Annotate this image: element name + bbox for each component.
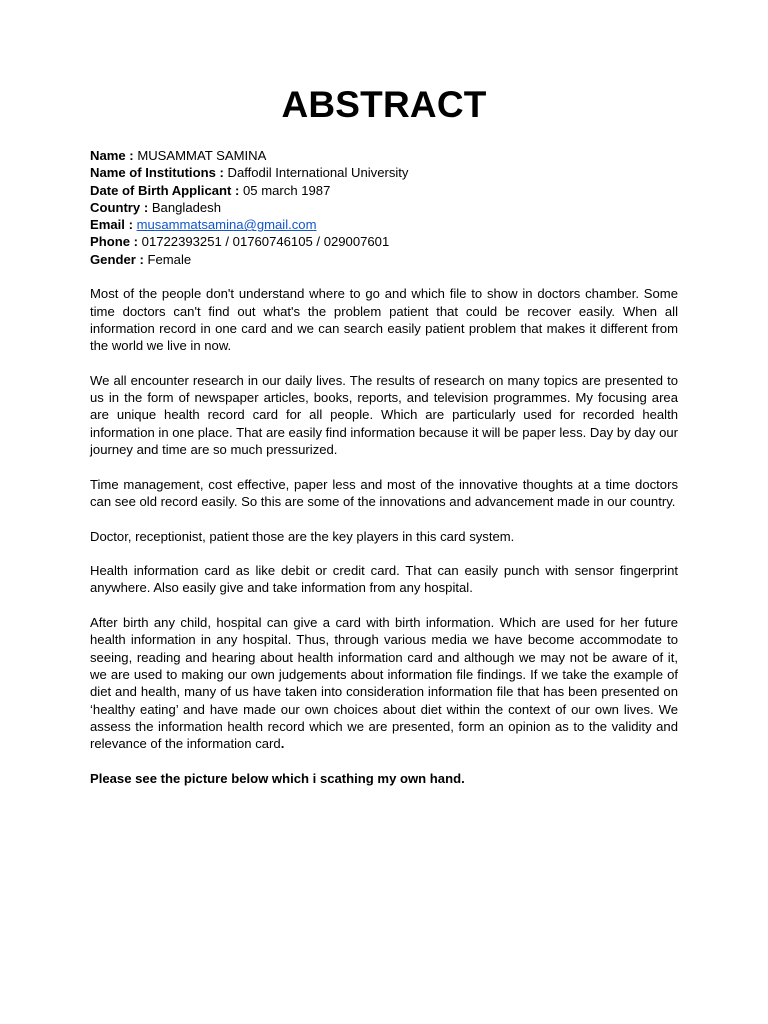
name-value: MUSAMMAT SAMINA <box>137 148 267 163</box>
dob-value: 05 march 1987 <box>243 182 331 198</box>
gender-value: Female <box>147 251 192 267</box>
country-value: Bangladesh <box>151 199 221 215</box>
info-name-line <box>90 147 678 164</box>
paragraph-6-text: After birth any child, hospital can give a card with birth information. Which are used for her future health information in any hospital. Thus, through various media we have become accommodate to seeing, reading and hearing about health information card and although we may not be aware of it, we are used to making our own judgements about information file findings. If we take the example of diet and health, many of us have taken into consideration information file that has been presented on ‘healthy eating’ and have made our own choices about diet within the context of our own lives. We assess the information health record which we are presented, form an opinion as to the validity and relevance of the information card <box>90 615 678 752</box>
applicant-info <box>90 147 678 268</box>
info-country-line <box>90 199 678 216</box>
paragraph-4: Doctor, receptionist, patient those are the key players in this card system. <box>90 528 515 544</box>
info-phone-line <box>90 233 678 250</box>
phone-label: Phone : <box>90 234 139 250</box>
info-dob-line <box>90 182 678 199</box>
info-gender-line <box>90 251 678 268</box>
email-label: Email : <box>90 217 133 233</box>
paragraph-6-period: . <box>280 736 285 752</box>
gender-label: Gender : <box>90 251 144 267</box>
info-institution-line <box>90 164 678 181</box>
document-body <box>90 147 678 787</box>
paragraph-3: Time management, cost effective, paper less and most of the innovative thoughts at a time doctors can see old record easily. So this are some of the innovations and advancement made in our country. <box>90 476 678 509</box>
institution-value: Daffodil International University <box>227 165 409 181</box>
paragraph-2: We all encounter research in our daily lives. The results of research on many topics are presented to us in the form of newspaper articles, books, reports, and television programmes. My focusing area are unique health record card for all people. Which are particularly used for recorded health information in one place. That are easily find information because it will be paper less. Day by day our journey and time are so much pressurized. <box>90 372 678 458</box>
paragraph-1: Most of the people don't understand where to go and which file to show in doctors chamber. Some time doctors can't find out what's the problem patient that could be recover easily. When all information record in one card and we can search easily patient problem that makes it different from the world we live in now. <box>90 286 678 354</box>
dob-label: Date of Birth Applicant : <box>90 182 240 198</box>
page-title: ABSTRACT <box>281 84 487 125</box>
country-label: Country : <box>90 199 149 215</box>
closing-note: Please see the picture below which i scathing my own hand. <box>90 770 465 786</box>
paragraph-6 <box>90 614 678 752</box>
paragraph-5: Health information card as like debit or credit card. That can easily punch with sensor fingerprint anywhere. Also easily give and take information from any hospital. <box>90 563 678 596</box>
info-email-line <box>90 216 678 233</box>
email-link[interactable]: musammatsamina@gmail.com <box>136 217 317 233</box>
name-label: Name : <box>90 148 134 163</box>
institution-label: Name of Institutions : <box>90 165 224 181</box>
phone-value: 01722393251 / 01760746105 / 029007601 <box>141 234 390 250</box>
